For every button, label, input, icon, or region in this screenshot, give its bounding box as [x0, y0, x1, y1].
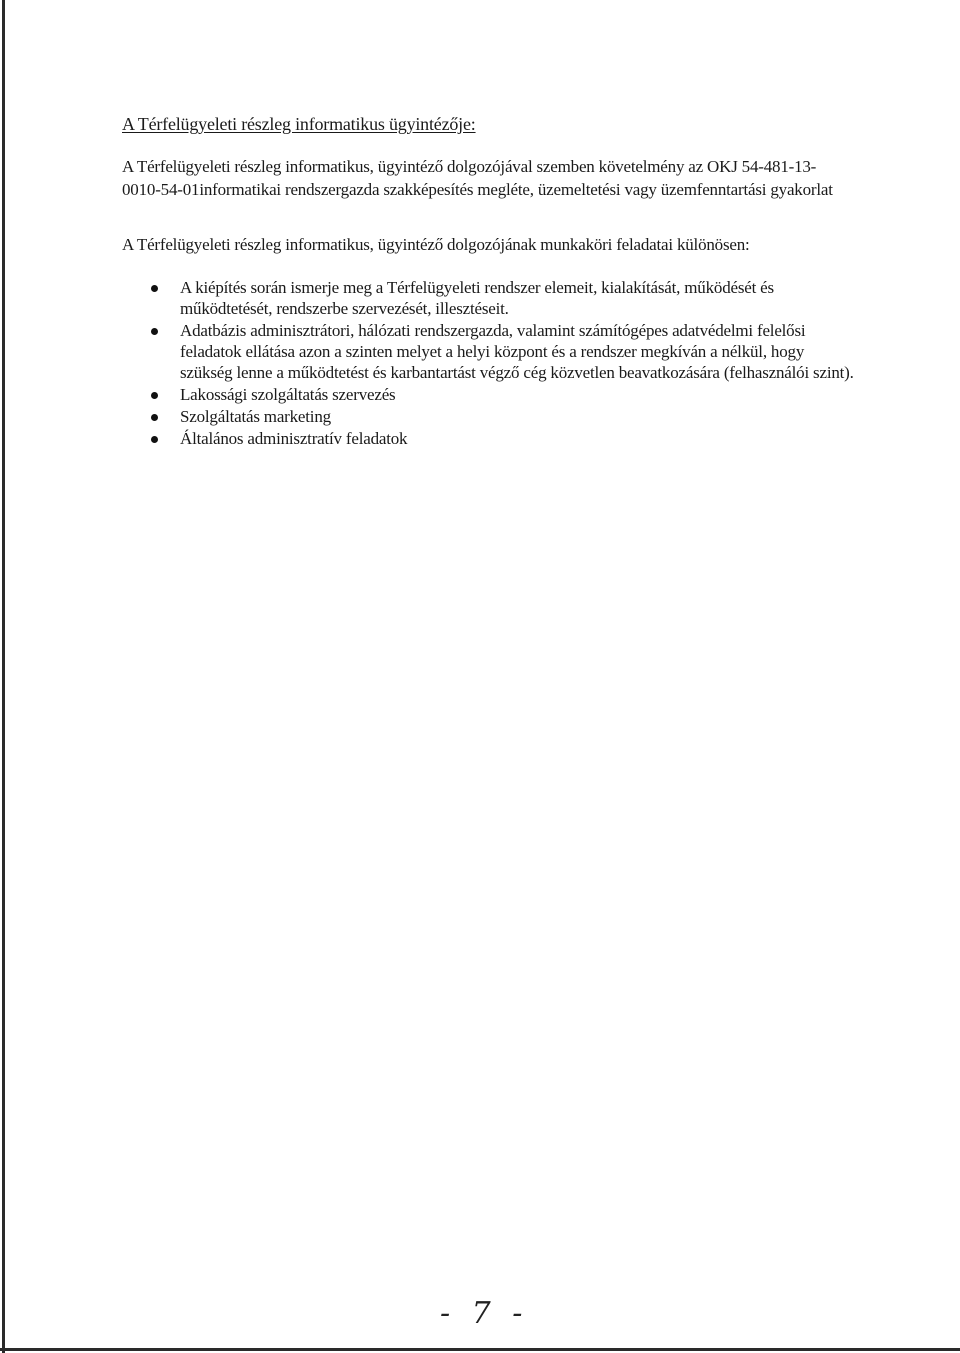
requirements-paragraph: A Térfelügyeleti részleg informatikus, ügyintéző dolgozójával szemben követelmény az OKJ 54-481-13-0010-54-01informatikai rendszergazda szakképesítés megléte, üzemeltetési vagy üzemfenntartási gyakorlat	[122, 157, 833, 199]
duties-list	[122, 277, 857, 450]
duties-intro-paragraph: A Térfelügyeleti részleg informatikus, ügyintéző dolgozójának munkaköri feladatai különösen:	[122, 235, 750, 254]
list-item	[122, 277, 857, 319]
list-item-text: Szolgáltatás marketing	[180, 407, 331, 426]
page-bottom-border	[0, 1348, 960, 1351]
bullet-icon	[151, 285, 158, 292]
bullet-icon	[151, 414, 158, 421]
list-item	[122, 320, 857, 383]
bullet-icon	[151, 392, 158, 399]
list-item-text: Lakossági szolgáltatás szervezés	[180, 385, 396, 404]
list-item-text: A kiépítés során ismerje meg a Térfelügyeleti rendszer elemeit, kialakítását, működését és működtetését, rendszerbe szervezését, illesztéseit.	[180, 278, 774, 318]
list-item	[122, 428, 857, 449]
list-item	[122, 406, 857, 427]
section-heading: A Térfelügyeleti részleg informatikus ügyintézője:	[122, 114, 476, 134]
list-item-text: Adatbázis adminisztrátori, hálózati rendszergazda, valamint számítógépes adatvédelmi felelősi feladatok ellátása azon a szinten melyet a helyi központ és a rendszer megkíván a nélkül, hogy szükség lenne a működtetést és karbantartást végző cég közvetlen beavatkozására (felhasználói szint).	[180, 321, 854, 382]
bullet-icon	[151, 328, 158, 335]
list-item-text: Általános adminisztratív feladatok	[180, 429, 408, 448]
page-number: - 7 -	[440, 1296, 529, 1331]
page-left-border	[2, 0, 5, 1353]
list-item	[122, 384, 857, 405]
bullet-icon	[151, 436, 158, 443]
